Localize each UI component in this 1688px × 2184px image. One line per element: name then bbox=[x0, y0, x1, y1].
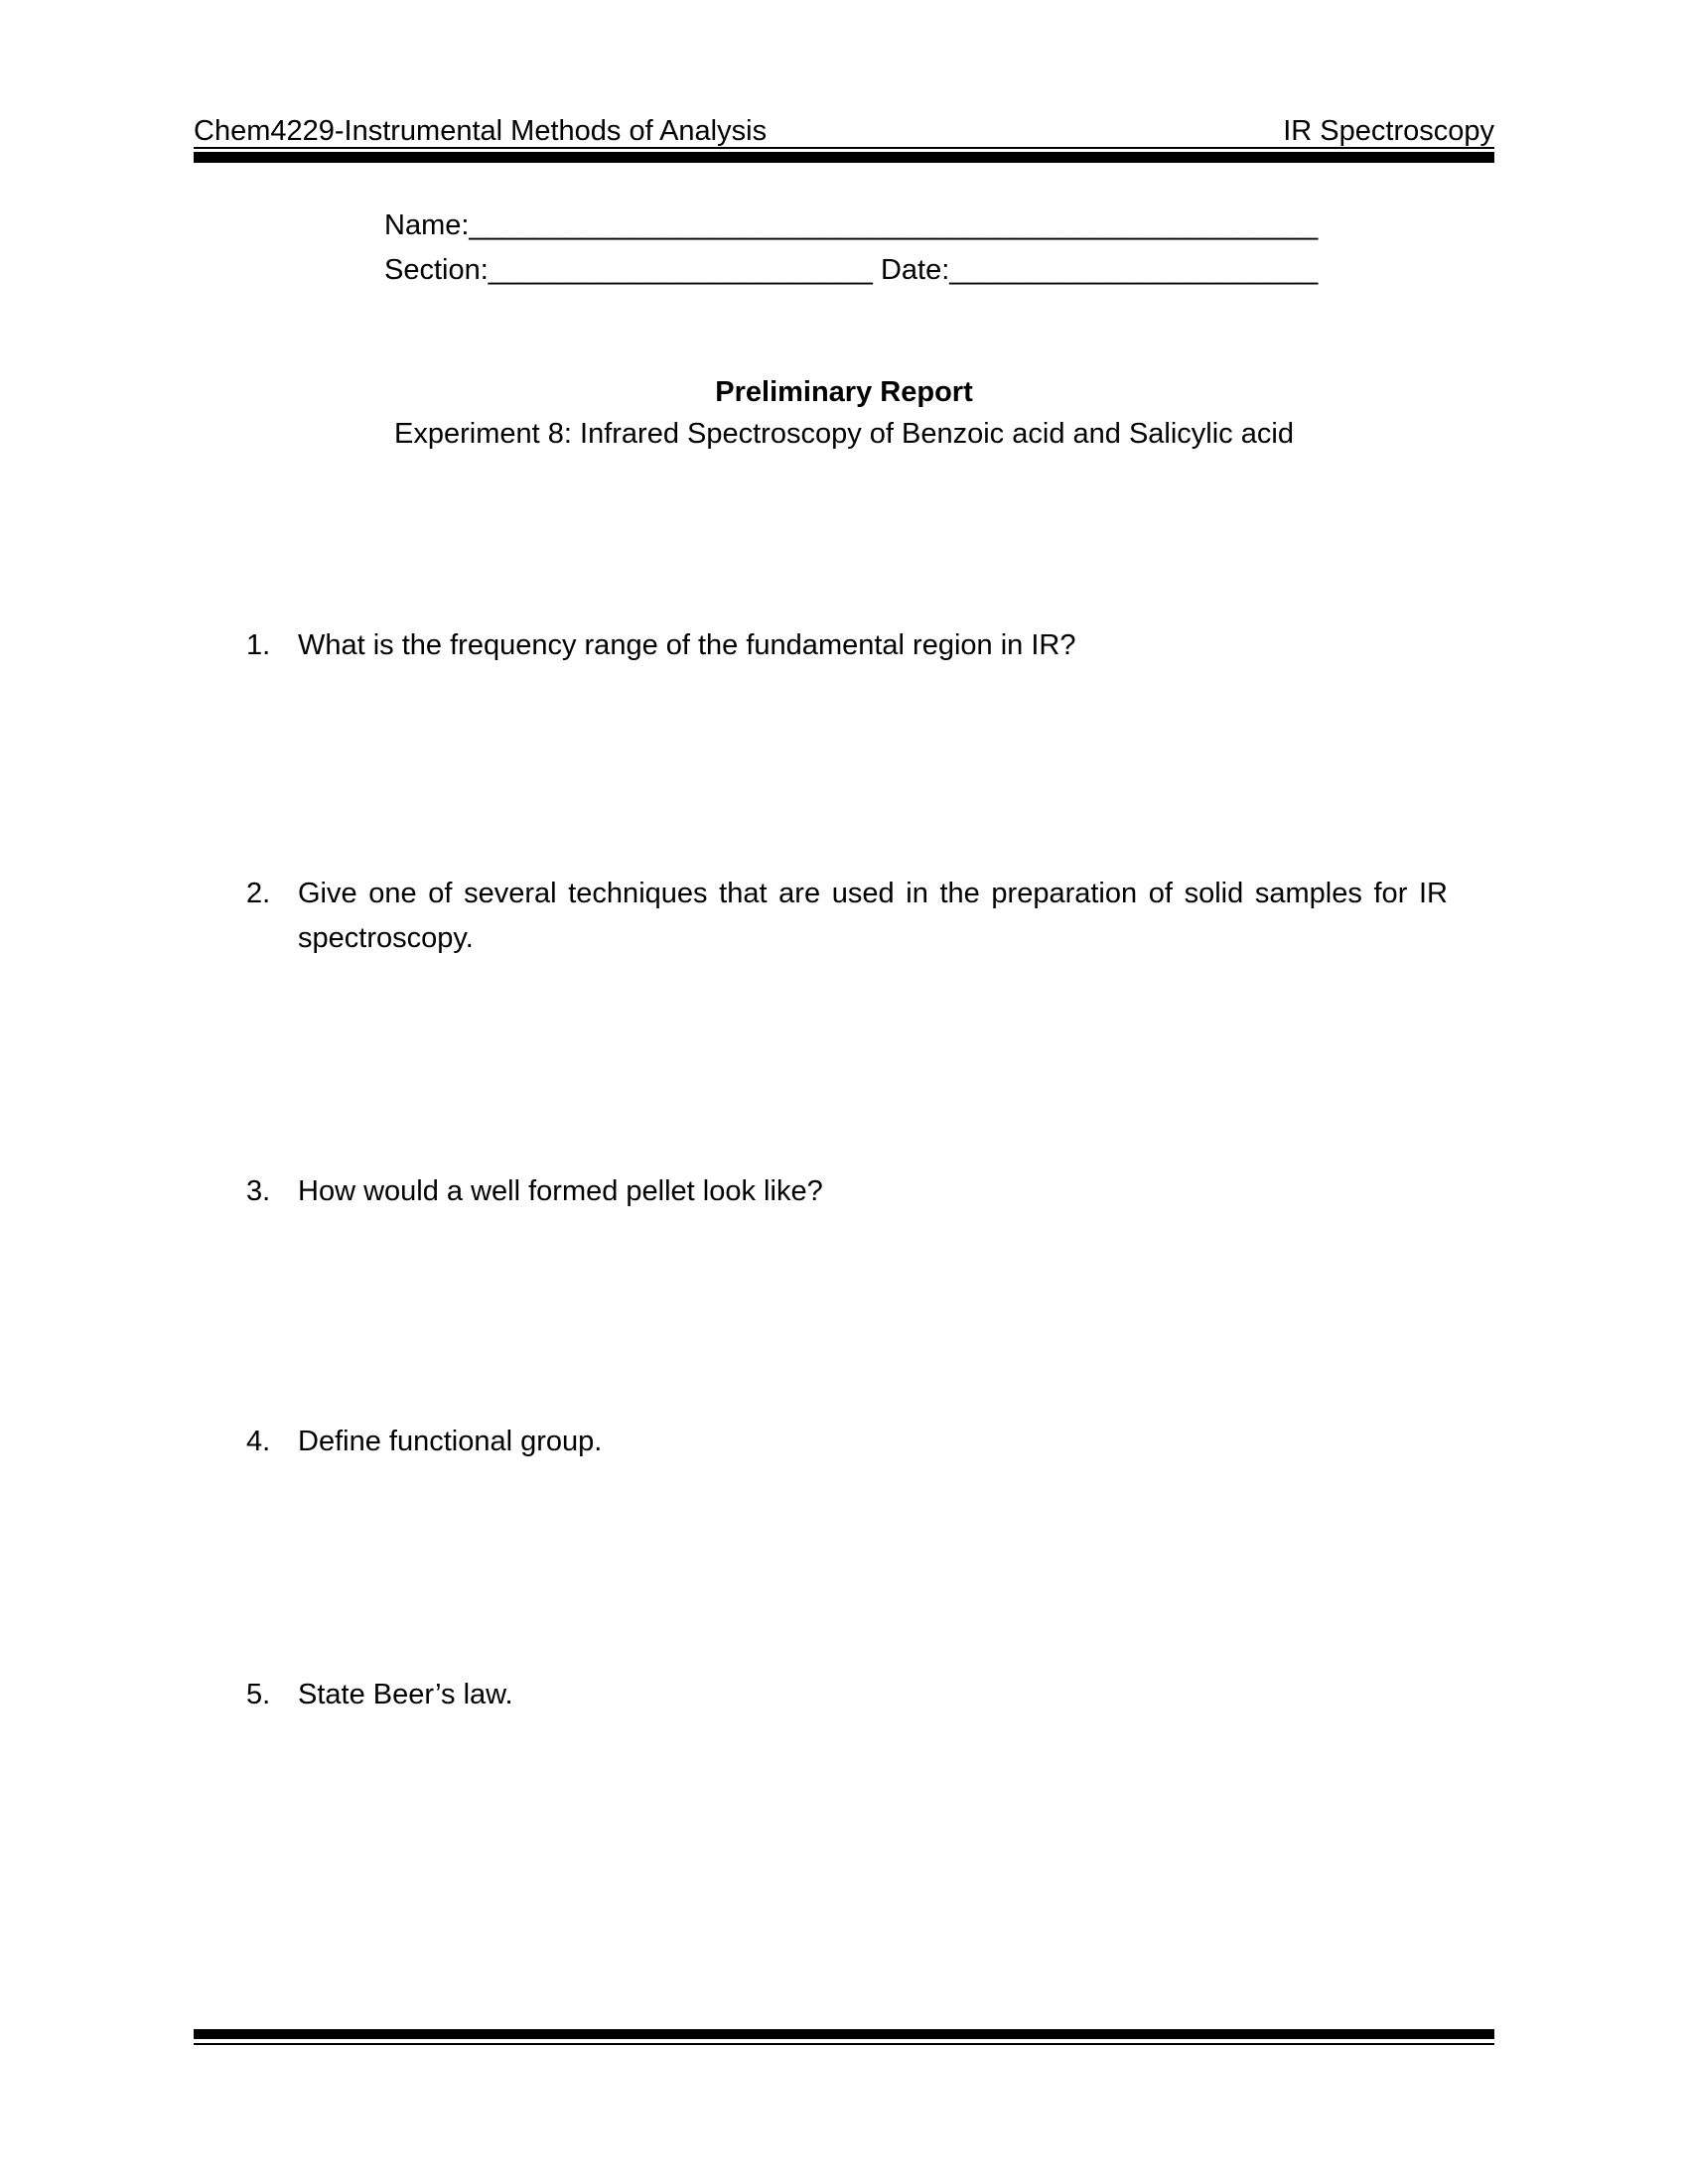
section-blank-line: ________________________ bbox=[488, 254, 873, 286]
question-text: State Beer’s law. bbox=[298, 1679, 513, 1710]
footer-rule-thin bbox=[194, 2043, 1494, 2045]
question-item-5 bbox=[246, 1673, 1448, 1717]
page-header bbox=[194, 115, 1494, 149]
question-item-3 bbox=[246, 1169, 1448, 1214]
footer-rule-thick bbox=[194, 2029, 1494, 2039]
question-item-1 bbox=[246, 623, 1448, 668]
report-title: Preliminary Report bbox=[715, 376, 973, 408]
section-label: Section: bbox=[384, 254, 489, 286]
header-topic-title: IR Spectroscopy bbox=[1283, 115, 1494, 147]
question-number: 3. bbox=[246, 1175, 271, 1207]
name-line bbox=[384, 204, 1318, 248]
experiment-subtitle: Experiment 8: Infrared Spectroscopy of Benzoic acid and Salicylic acid bbox=[394, 418, 1294, 450]
student-info-block bbox=[384, 204, 1318, 293]
question-number: 2. bbox=[246, 878, 271, 909]
question-text: How would a well formed pellet look like? bbox=[298, 1175, 823, 1207]
title-block bbox=[194, 371, 1494, 455]
header-course-title: Chem4229-Instrumental Methods of Analysis bbox=[194, 115, 768, 147]
question-item-4 bbox=[246, 1420, 1448, 1464]
question-text: What is the frequency range of the fundamental region in IR? bbox=[298, 629, 1076, 661]
date-blank-line: _______________________ bbox=[949, 254, 1319, 286]
name-blank-line: _____________________________________________________ bbox=[469, 209, 1319, 241]
question-item-2 bbox=[246, 872, 1448, 961]
header-rule-thick bbox=[194, 152, 1494, 163]
date-label: Date: bbox=[880, 254, 950, 286]
question-number: 5. bbox=[246, 1679, 271, 1710]
question-text: Define functional group. bbox=[298, 1426, 603, 1457]
section-date-line bbox=[384, 248, 1318, 293]
question-number: 1. bbox=[246, 629, 271, 661]
question-number: 4. bbox=[246, 1426, 271, 1457]
question-text: Give one of several techniques that are used in the preparation of solid samples for IR spectroscopy. bbox=[298, 878, 1448, 954]
name-label: Name: bbox=[384, 209, 470, 241]
